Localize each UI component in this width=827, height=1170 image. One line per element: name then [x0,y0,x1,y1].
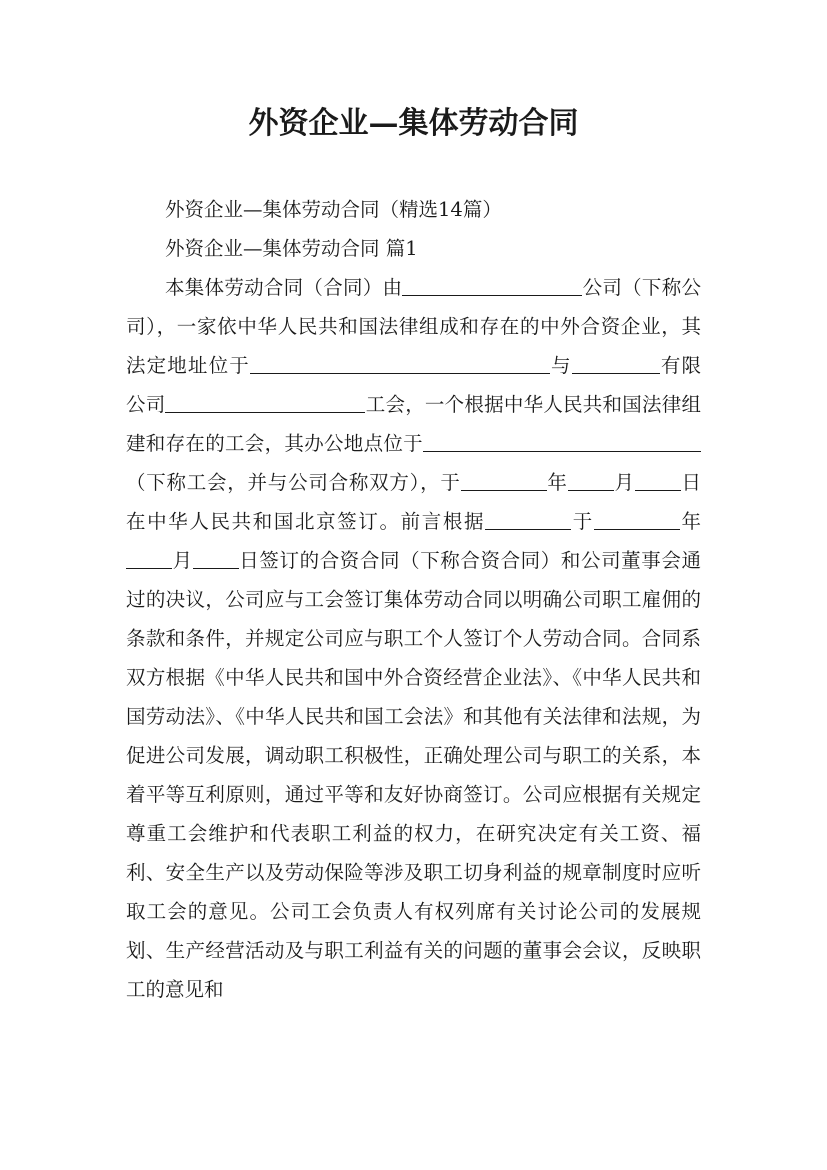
text-segment: 工会，一个根据中华人民共和国法律组建和存在的工会，其办公地点位于 [126,393,701,455]
blank-legal-address [250,354,550,375]
text-segment: 本集体劳动合同（合同）由 [165,276,403,299]
text-segment: 于 [571,510,594,533]
text-segment: 与 [549,354,572,377]
blank-company-prefix [572,354,660,375]
blank-union-name [165,393,365,414]
blank-company-name [402,276,582,297]
text-segment: 公司（下称公司），一家依中华人民共和国法律组成和存在的中外合资企业，其法定地址位于 [126,276,701,377]
blank-basis-party [485,510,571,531]
text-segment: 日签订的合资合同（下称合资合同）和公司董事会通过的决议，公司应与工会签订集体劳动合同以明确公司职工雇佣的条款和条件，并规定公司应与职工个人签订个人劳动合同。合同系双方根据《中华人民共和国中外合资经营企业法》、《中华人民共和国劳动法》、《中华人民共和国工会法》和其他有关法律和法规，为促进公司发展，调动职工积极性，正确处理公司与职工的关系，本着平等互利原则，通过平等和友好协商签订。公司应根据有关规定尊重工会维护和代表职工利益的权力，在研究决定有关工资、福利、安全生产以及劳动保险等涉及职工切身利益的规章制度时应听取工会的意见。公司工会负责人有权列席有关讨论公司的发展规划、生产经营活动及与职工利益有关的问题的董事会会议，反映职工的意见和 [126,549,701,1001]
body-paragraph [126,268,701,1009]
document-body [126,190,701,1009]
blank-sign-year [461,471,547,492]
document-title: 外资企业—集体劳动合同 [248,106,579,141]
text-segment: 年 [679,510,701,533]
blank-sign-month [568,471,614,492]
blank-sign-day [635,471,681,492]
section-heading: 外资企业—集体劳动合同 篇1 [165,237,418,260]
subtitle-line: 外资企业—集体劳动合同（精选14篇） [165,198,502,221]
blank-jv-month [126,549,172,570]
text-segment: 有限公司 [126,354,701,416]
text-segment: 月 [613,471,635,494]
text-segment: 月 [172,549,193,572]
text-segment: 日在中华人民共和国北京签订。前言根据 [126,471,701,533]
text-segment: （下称工会，并与公司合称双方），于 [126,471,461,494]
blank-jv-year [594,510,680,531]
blank-jv-day [193,549,239,570]
blank-union-address [423,432,701,453]
text-segment: 年 [546,471,568,494]
